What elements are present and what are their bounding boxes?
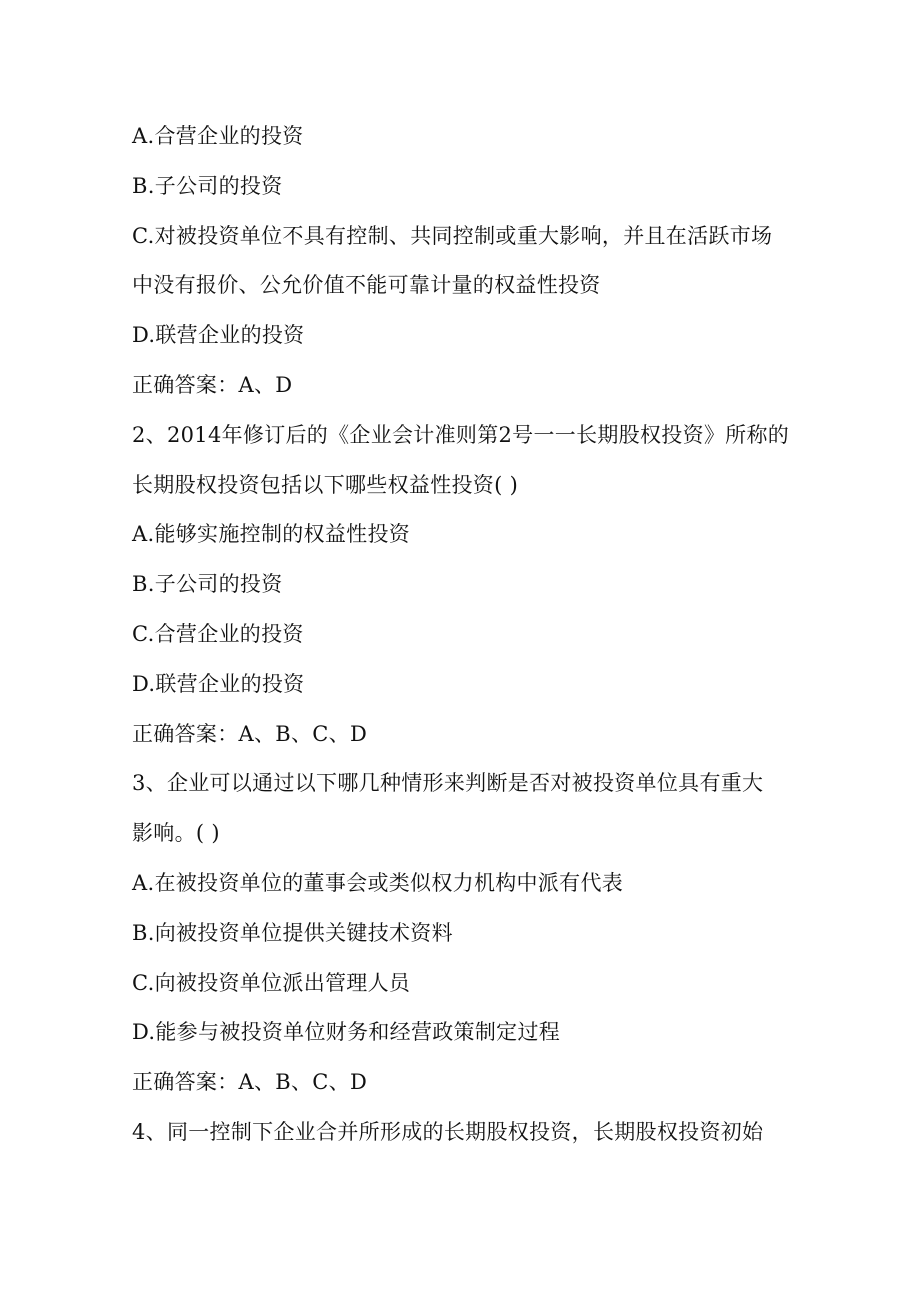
option-line: A.能够实施控制的权益性投资 [132,522,411,547]
option-line: C.合营企业的投资 [132,621,304,646]
answer-line: 正确答案：A、B、C、D [132,1070,368,1095]
option-line: B.向被投资单位提供关键技术资料 [132,920,453,945]
option-line: B.子公司的投资 [132,572,283,597]
question-line-continuation: 长期股权投资包括以下哪些权益性投资( ) [132,472,519,497]
option-line: C.向被投资单位派出管理人员 [132,970,411,995]
option-line: B.子公司的投资 [132,173,283,198]
answer-line: 正确答案：A、B、C、D [132,721,368,746]
document-body [132,112,802,1158]
question-line: 3、企业可以通过以下哪几种情形来判断是否对被投资单位具有重大 [132,771,764,796]
option-line: D.联营企业的投资 [132,671,305,696]
option-line-continuation: 中没有报价、公允价值不能可靠计量的权益性投资 [132,273,601,298]
option-line: D.能参与被投资单位财务和经营政策制定过程 [132,1020,561,1045]
question-line-continuation: 影响。( ) [132,821,220,846]
option-line: A.合营企业的投资 [132,124,304,148]
option-line: A.在被投资单位的董事会或类似权力机构中派有代表 [132,870,624,895]
option-line: C.对被投资单位不具有控制、共同控制或重大影响，并且在活跃市场 [132,223,773,248]
question-line: 4、同一控制下企业合并所形成的长期股权投资，长期股权投资初始 [132,1119,764,1144]
answer-line: 正确答案：A、D [132,372,293,397]
question-line: 2、2014年修订后的《企业会计准则第2号一一长期股权投资》所称的 [132,422,790,447]
option-line: D.联营企业的投资 [132,323,305,348]
